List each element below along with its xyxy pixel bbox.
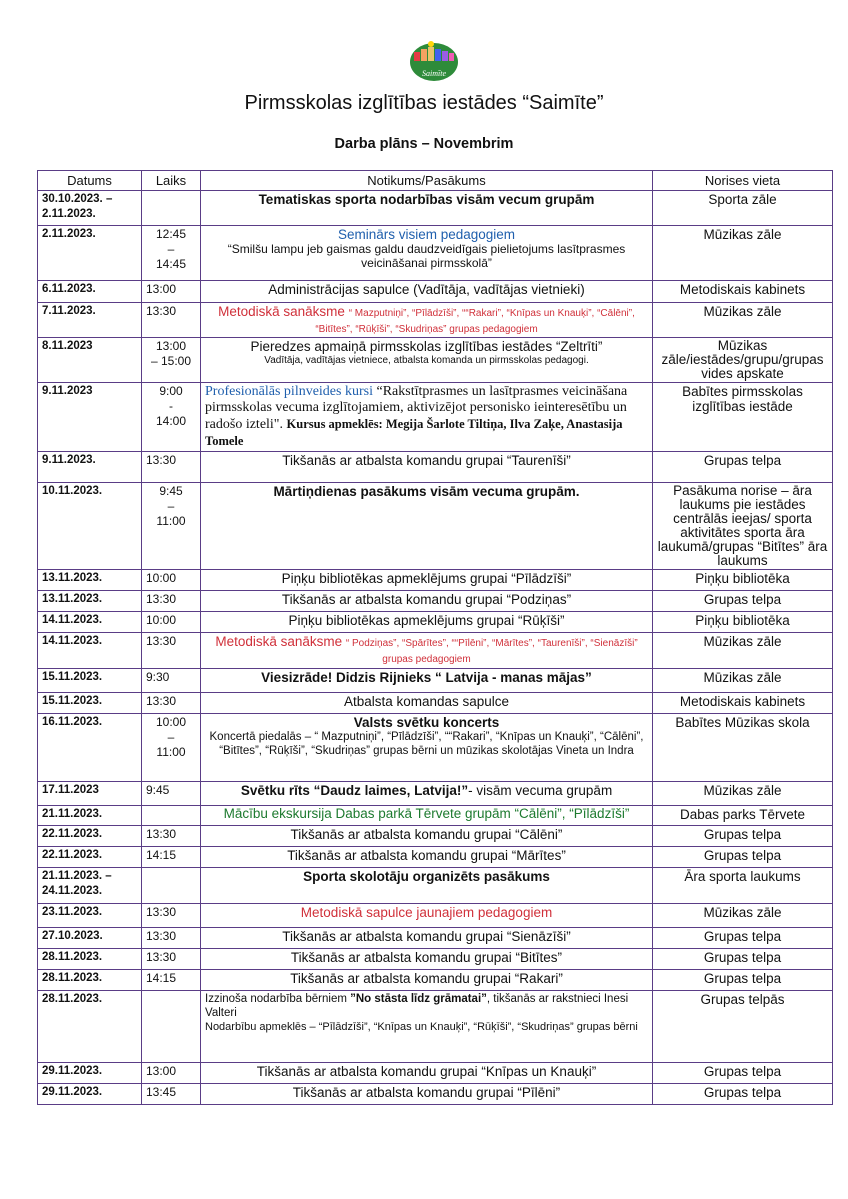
table-row [38, 868, 833, 904]
row-event [201, 991, 653, 1063]
table-row [38, 303, 833, 338]
row-time: 13:30 [142, 693, 201, 714]
row-date: 27.10.2023. [38, 928, 142, 949]
event-title: Pieredzes apmaiņā pirmsskolas izglītības iestādes “Zeltrīti” [250, 339, 603, 354]
row-time: 9:45 [142, 782, 201, 806]
row-date: 15.11.2023. [38, 693, 142, 714]
row-date: 8.11.2023 [38, 338, 142, 383]
row-date: 22.11.2023. [38, 847, 142, 868]
event-attendees: Kursus apmeklēs: Megija Šarlote Tiltiņa, Ilva Zaķe, Anastasija Tomele [205, 417, 623, 448]
table-row [38, 991, 833, 1063]
row-date: 13.11.2023. [38, 570, 142, 591]
row-time: 13:00 [142, 281, 201, 303]
event-text: Izzinoša nodarbība bērniem ”No stāsta līdz grāmatai”, tikšanās ar rakstnieci Inesi Valteri [205, 993, 629, 1019]
row-place: Grupas telpa [653, 928, 833, 949]
table-row [38, 806, 833, 826]
row-place: Mūzikas zāle [653, 633, 833, 669]
table-row [38, 483, 833, 570]
saimite-logo [408, 38, 460, 82]
row-place: Dabas parks Tērvete [653, 806, 833, 826]
row-event: Tikšanās ar atbalsta komandu grupai “Podziņas” [201, 591, 653, 612]
row-time: 13:30 [142, 928, 201, 949]
col-event: Notikums/Pasākums [201, 171, 653, 191]
row-time: 13:00 – 15:00 [142, 338, 201, 383]
row-time: 13:30 [142, 949, 201, 970]
row-time: 10:00 – 11:00 [142, 714, 201, 782]
table-row [38, 191, 833, 226]
row-date: 7.11.2023. [38, 303, 142, 338]
row-date: 28.11.2023. [38, 949, 142, 970]
row-time: 12:45 – 14:45 [142, 226, 201, 281]
row-event: Tematiskas sporta nodarbības visām vecum grupām [201, 191, 653, 226]
row-event: Mārtiņdienas pasākums visām vecuma grupām. [201, 483, 653, 570]
row-place: Grupas telpa [653, 1063, 833, 1084]
row-date: 14.11.2023. [38, 612, 142, 633]
table-row [38, 949, 833, 970]
table-row [38, 338, 833, 383]
table-row [38, 970, 833, 991]
row-event: Mācību ekskursija Dabas parkā Tērvete grupām “Cālēni”, “Pīlādzīši” [201, 806, 653, 826]
page-title: Pirmsskolas izglītības iestādes “Saimīte” [244, 92, 604, 114]
row-event [201, 338, 653, 383]
col-time: Laiks [142, 171, 201, 191]
table-row [38, 1084, 833, 1105]
row-time [142, 191, 201, 226]
row-date: 13.11.2023. [38, 591, 142, 612]
row-place: Babītes Mūzikas skola [653, 714, 833, 782]
row-event: Tikšanās ar atbalsta komandu grupai “Rakari” [201, 970, 653, 991]
event-title: Profesionālās pilnveides kursi [205, 384, 373, 399]
event-text: Koncertā piedalās – “ Mazputniņi”, “Pīlādzīši”, ““Rakari”, “Knīpas un Knauķi”, “Cālēni”, “Bitītes”, “Rūķīši”, “Skudriņas” grupas bērni un mūzikas skolotājas Vineta un Indra [209, 731, 644, 757]
row-time: 9:30 [142, 669, 201, 693]
event-text: “Smilšu lampu jeb gaismas galdu daudzveidīgais pielietojums lasītprasmes veicināšanai pirmsskolā” [227, 242, 626, 270]
row-date: 6.11.2023. [38, 281, 142, 303]
row-place: Grupas telpa [653, 591, 833, 612]
row-time: 13:45 [142, 1084, 201, 1105]
row-date: 15.11.2023. [38, 669, 142, 693]
row-place: Āra sporta laukums [653, 868, 833, 904]
row-place: Babītes pirmsskolas izglītības iestāde [653, 383, 833, 452]
row-event [201, 782, 653, 806]
table-row [38, 633, 833, 669]
row-date: 14.11.2023. [38, 633, 142, 669]
table-row [38, 570, 833, 591]
row-place: Piņķu bibliotēka [653, 570, 833, 591]
row-date: 23.11.2023. [38, 904, 142, 928]
row-event [201, 303, 653, 338]
row-time [142, 868, 201, 904]
table-row [38, 1063, 833, 1084]
row-place: Pasākuma norise – āra laukums pie iestādes centrālās ieejas/ sporta aktivitātes sporta āra laukumā/grupas “Bitītes” āra laukums [653, 483, 833, 570]
row-event: Tikšanās ar atbalsta komandu grupai “Cālēni” [201, 826, 653, 847]
table-row [38, 383, 833, 452]
row-place: Mūzikas zāle [653, 904, 833, 928]
row-time: 13:30 [142, 452, 201, 483]
row-time: 10:00 [142, 612, 201, 633]
table-header-row [38, 171, 833, 191]
row-time: 9:00 - 14:00 [142, 383, 201, 452]
row-place: Grupas telpa [653, 970, 833, 991]
row-time: 10:00 [142, 570, 201, 591]
event-text: - visām vecuma grupām [468, 783, 613, 798]
row-event: Tikšanās ar atbalsta komandu grupai “Mārītes” [201, 847, 653, 868]
table-row [38, 452, 833, 483]
table-row [38, 226, 833, 281]
row-date: 21.11.2023. [38, 806, 142, 826]
row-event: Atbalsta komandas sapulce [201, 693, 653, 714]
row-event [201, 714, 653, 782]
row-event: Tikšanās ar atbalsta komandu grupai “Sienāzīši” [201, 928, 653, 949]
event-title: Svētku rīts “Daudz laimes, Latvija!” [240, 783, 469, 798]
event-title: Valsts svētku koncerts [353, 715, 500, 730]
row-event [201, 633, 653, 669]
row-time: 9:45 – 11:00 [142, 483, 201, 570]
event-title: Metodiskā sanāksme [215, 634, 343, 649]
table-row [38, 669, 833, 693]
event-attendees: Nodarbību apmeklēs – “Pīlādzīši”, “Knīpas un Knauķi”, “Rūķīši”, “Skudriņas” grupas bērni [205, 1021, 638, 1033]
row-date: 21.11.2023. – 24.11.2023. [38, 868, 142, 904]
row-place: Grupas telpa [653, 452, 833, 483]
row-time: 13:30 [142, 591, 201, 612]
row-time: 13:30 [142, 826, 201, 847]
row-place: Sporta zāle [653, 191, 833, 226]
row-time: 14:15 [142, 970, 201, 991]
row-date: 22.11.2023. [38, 826, 142, 847]
logo-text: Saimīte [422, 69, 446, 78]
table-row [38, 281, 833, 303]
row-event: Metodiskā sapulce jaunajiem pedagogiem [201, 904, 653, 928]
row-place: Metodiskais kabinets [653, 281, 833, 303]
row-date: 16.11.2023. [38, 714, 142, 782]
page-subtitle: Darba plāns – Novembrim [334, 136, 514, 152]
row-event: Tikšanās ar atbalsta komandu grupai “Bitītes” [201, 949, 653, 970]
row-place: Mūzikas zāle [653, 303, 833, 338]
row-event [201, 226, 653, 281]
row-time: 14:15 [142, 847, 201, 868]
table-row [38, 693, 833, 714]
row-time: 13:30 [142, 303, 201, 338]
row-place: Grupas telpa [653, 949, 833, 970]
row-event: Piņķu bibliotēkas apmeklējums grupai “Pīlādzīši” [201, 570, 653, 591]
row-date: 10.11.2023. [38, 483, 142, 570]
row-date: 2.11.2023. [38, 226, 142, 281]
row-date: 9.11.2023. [38, 452, 142, 483]
row-date: 28.11.2023. [38, 991, 142, 1063]
row-place: Piņķu bibliotēka [653, 612, 833, 633]
row-place: Grupas telpa [653, 826, 833, 847]
table-row [38, 591, 833, 612]
table-row [38, 928, 833, 949]
row-date: 17.11.2023 [38, 782, 142, 806]
row-date: 29.11.2023. [38, 1084, 142, 1105]
col-place: Norises vieta [653, 171, 833, 191]
row-event: Sporta skolotāju organizēts pasākums [201, 868, 653, 904]
row-date: 28.11.2023. [38, 970, 142, 991]
row-event: Tikšanās ar atbalsta komandu grupai “Knīpas un Knauķi” [201, 1063, 653, 1084]
table-row [38, 826, 833, 847]
row-date: 29.11.2023. [38, 1063, 142, 1084]
row-time: 13:30 [142, 633, 201, 669]
row-place: Grupas telpās [653, 991, 833, 1063]
row-time [142, 806, 201, 826]
row-event [201, 383, 653, 452]
row-event: Viesizrāde! Didzis Rijnieks “ Latvija - manas mājas” [201, 669, 653, 693]
table-row [38, 714, 833, 782]
row-time: 13:30 [142, 904, 201, 928]
row-place: Mūzikas zāle/iestādes/grupu/grupas vides apskate [653, 338, 833, 383]
row-place: Grupas telpa [653, 847, 833, 868]
row-place: Metodiskais kabinets [653, 693, 833, 714]
row-event: Administrācijas sapulce (Vadītāja, vadītājas vietnieki) [201, 281, 653, 303]
row-event: Piņķu bibliotēkas apmeklējums grupai “Rūķīši” [201, 612, 653, 633]
event-title: Metodiskā sanāksme [218, 304, 345, 319]
table-row [38, 612, 833, 633]
event-text: Vadītāja, vadītājas vietniece, atbalsta komanda un pirmsskolas pedagogi. [264, 355, 589, 366]
row-place: Mūzikas zāle [653, 782, 833, 806]
event-title: Seminārs visiem pedagogiem [337, 227, 516, 242]
event-text: “ Mazputniņi”, “Pīlādzīši”, ““Rakari”, “Knīpas un Knauķi”, “Cālēni”, “Bitītes”, “Rūķīši”, “Skudriņas” grupas pedagogiem [315, 308, 635, 335]
plan-table [37, 170, 833, 1105]
event-text: “Rakstītprasmes un lasītprasmes veicināšana pirmsskolas vecuma izglītojamiem, aktivizējot personisko ieinteresētību un radošo izteli". [205, 384, 628, 432]
event-text: “ Podziņas”, “Spārītes”, ““Pīlēni”, “Mārītes”, “Taurenīši”, “Sienāzīši” grupas pedagogiem [345, 638, 638, 665]
row-place: Grupas telpa [653, 1084, 833, 1105]
row-time [142, 991, 201, 1063]
col-date: Datums [38, 171, 142, 191]
row-place: Mūzikas zāle [653, 226, 833, 281]
row-event: Tikšanās ar atbalsta komandu grupai “Pīlēni” [201, 1084, 653, 1105]
row-time: 13:00 [142, 1063, 201, 1084]
row-date: 30.10.2023. – 2.11.2023. [38, 191, 142, 226]
table-row [38, 847, 833, 868]
table-row [38, 782, 833, 806]
row-event: Tikšanās ar atbalsta komandu grupai “Taurenīši” [201, 452, 653, 483]
table-row [38, 904, 833, 928]
row-date: 9.11.2023 [38, 383, 142, 452]
row-place: Mūzikas zāle [653, 669, 833, 693]
